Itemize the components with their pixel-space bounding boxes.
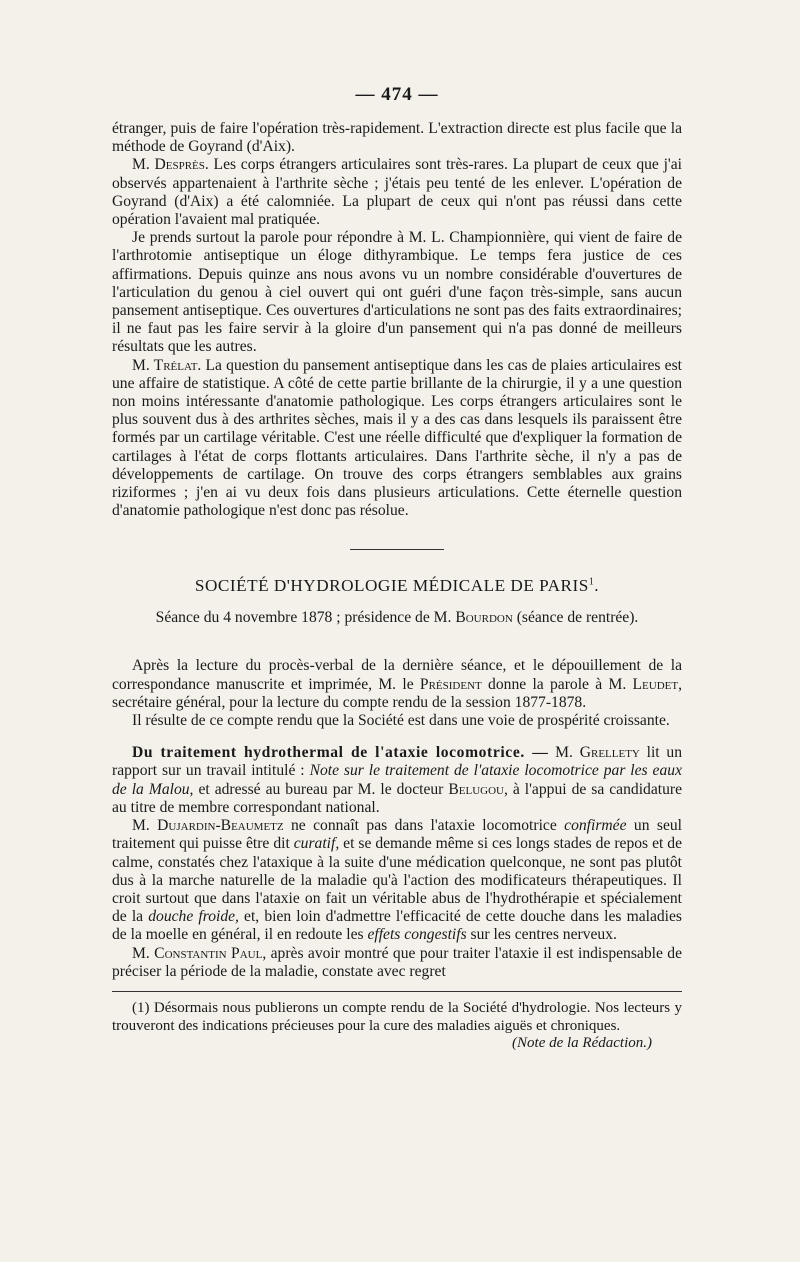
footnote-signature: (Note de la Rédaction.) bbox=[512, 1035, 652, 1052]
emphasis: douche froide, bbox=[148, 908, 239, 926]
footnote bbox=[112, 1000, 682, 1053]
section-title: SOCIÉTÉ D'HYDROLOGIE MÉDICALE DE PARIS$^1$. bbox=[194, 576, 600, 596]
paragraph-despres bbox=[112, 156, 682, 229]
paragraph-championniere-reply: Je prends surtout la parole pour répondre à M. L. Championnière, qui vient de faire de l'arthrotomie antiseptique un éloge dithyrambique. Le temps fera justice de ces affirmations. Depuis quinze ans nous avons vu un nombre considérable d'ouvertures de l'articulation du genou à ciel ouvert qui ont guéri d'une façon très-simple, sans aucun pansement antiseptique. Ces ouvertures d'articulations ne sont pas des faits extraordinaires; il ne faut pas les faire servir à la gloire d'un pansement qui n'a pas donné de meilleurs résultats que les autres. bbox=[112, 229, 682, 356]
speaker-name: M. Desprès. bbox=[132, 156, 209, 174]
paragraph-prosperity: Il résulte de ce compte rendu que la Société est dans une voie de prospérité croissante. bbox=[132, 712, 670, 730]
name-constantin-paul: Constantin Paul bbox=[154, 944, 263, 962]
session-text: Séance du 4 novembre 1878 ; présidence de M. bbox=[155, 609, 456, 627]
name-leudet: Leudet bbox=[632, 675, 679, 693]
work-title: Note sur le traitement de l'ataxie locomotrice par les eaux de la Malou, bbox=[112, 762, 682, 798]
emphasis: effets congestifs bbox=[367, 926, 467, 944]
name-president: Président bbox=[419, 675, 482, 693]
section-divider bbox=[350, 549, 444, 550]
paragraph-extraction: étranger, puis de faire l'opération très-rapidement. L'extraction directe est plus facile que la méthode de Goyrand (d'Aix). bbox=[112, 120, 682, 156]
text: , secrétaire général, pour la lecture du compte rendu de la session 1877-1878. bbox=[112, 675, 682, 711]
emphasis: curatif, bbox=[293, 835, 340, 853]
text: M. bbox=[132, 817, 158, 835]
session-line bbox=[112, 609, 682, 627]
speaker-name: M. Trélat. bbox=[132, 356, 202, 374]
session-text-end: (séance de rentrée). bbox=[512, 609, 639, 627]
text: Après la lecture du procès-verbal de la dernière séance, et le dépouillement de la correspondance manuscrite et imprimée, M. le bbox=[112, 657, 682, 693]
text: , à l'appui de sa candidature au titre de membre correspondant national. bbox=[112, 780, 682, 816]
page-number: — 474 — bbox=[355, 84, 439, 105]
text: M. bbox=[132, 944, 155, 962]
paragraph-constantin-paul bbox=[112, 945, 682, 981]
paragraph-trelat bbox=[112, 357, 682, 521]
text: et, bien loin d'admettre l'efficacité de cette douche dans les maladies de la moelle en général, il en redoute les bbox=[112, 908, 682, 944]
text: M. bbox=[548, 744, 580, 762]
text: donne la parole à M. bbox=[481, 675, 633, 693]
paragraph-ataxie-heading bbox=[112, 744, 682, 817]
paragraph-text: Les corps étrangers articulaires sont très-rares. La plupart de ceux que j'ai observés appartenaient à l'arthrite sèche ; j'étais peu tenté de les enlever. L'opération de Goyrand (d'Aix) a été calomniée. La plupart de ceux qui n'ont pas réussi dans cette opération l'avaient mal pratiquée. bbox=[112, 156, 682, 229]
text: sur les centres nerveux. bbox=[466, 926, 617, 944]
text: ne connaît pas dans l'ataxie locomotrice bbox=[283, 817, 565, 835]
paragraph-text: La question du pansement antiseptique dans les cas de plaies articulaires est une affaire de statistique. A côté de cette partie brillante de la chirurgie, il y a une question non moins intéressante d'anatomie pathologique. Les corps étrangers articulaires sont le plus souvent dus à des arthrites sèches, mais il y a des cas dans lesquels ils paraissent être formés par un cartilage véritable. C'est une réelle difficulté que d'expliquer la formation de cartilages à l'état de corps flottants articulaires. Dans l'arthrite sèche, il n'y a pas de développements de cartilage. On trouve des corps étrangers semblables aux grains riziformes ; j'en ai vu deux fois dans plusieurs articulations. Cette éternelle question d'anatomie pathologique n'est donc pas résolue. bbox=[112, 356, 682, 520]
president-name: Bourdon bbox=[455, 609, 513, 627]
footnote-marker: 1 bbox=[588, 576, 595, 588]
text: et adressé au bureau par M. le docteur bbox=[193, 780, 449, 798]
name-dujardin-beaumetz: Dujardin-Beaumetz bbox=[157, 817, 284, 835]
text: lit un rapport sur un travail intitulé : bbox=[112, 744, 682, 780]
emphasis: confirmée bbox=[564, 817, 627, 835]
paragraph-proces-verbal bbox=[112, 657, 682, 712]
footnote-text: (1) Désormais nous publierons un compte rendu de la Société d'hydrologie. Nos lecteurs y trouveront des indications précieuses pour la cure des maladies aiguës et chroniques. bbox=[112, 999, 682, 1034]
name-belugou: Belugou bbox=[448, 780, 504, 798]
text: un seul traitement qui puisse être dit bbox=[112, 817, 682, 853]
subsection-heading: Du traitement hydrothermal de l'ataxie locomotrice. — bbox=[132, 744, 549, 762]
paragraph-dujardin-beaumetz bbox=[112, 817, 682, 944]
text: , après avoir montré que pour traiter l'ataxie il est indispensable de préciser la période de la maladie, constate avec regret bbox=[112, 944, 682, 980]
society-name: SOCIÉTÉ D'HYDROLOGIE MÉDICALE DE PARIS bbox=[194, 576, 589, 596]
name-grellety: Grellety bbox=[579, 744, 640, 762]
footnote-divider bbox=[112, 991, 682, 992]
spacer bbox=[112, 730, 682, 744]
text: et se demande même si ces longs stades de repos et de calme, constatés chez l'ataxique à la suite d'une médication quelconque, ne sont pas plutôt dus à la marche naturelle de la maladie qu'à l'action des modificateurs thérapeutiques. Il croit surtout que dans l'ataxie on fait un véritable abus de l'hydrothérapie et spécialement de la bbox=[112, 835, 682, 926]
